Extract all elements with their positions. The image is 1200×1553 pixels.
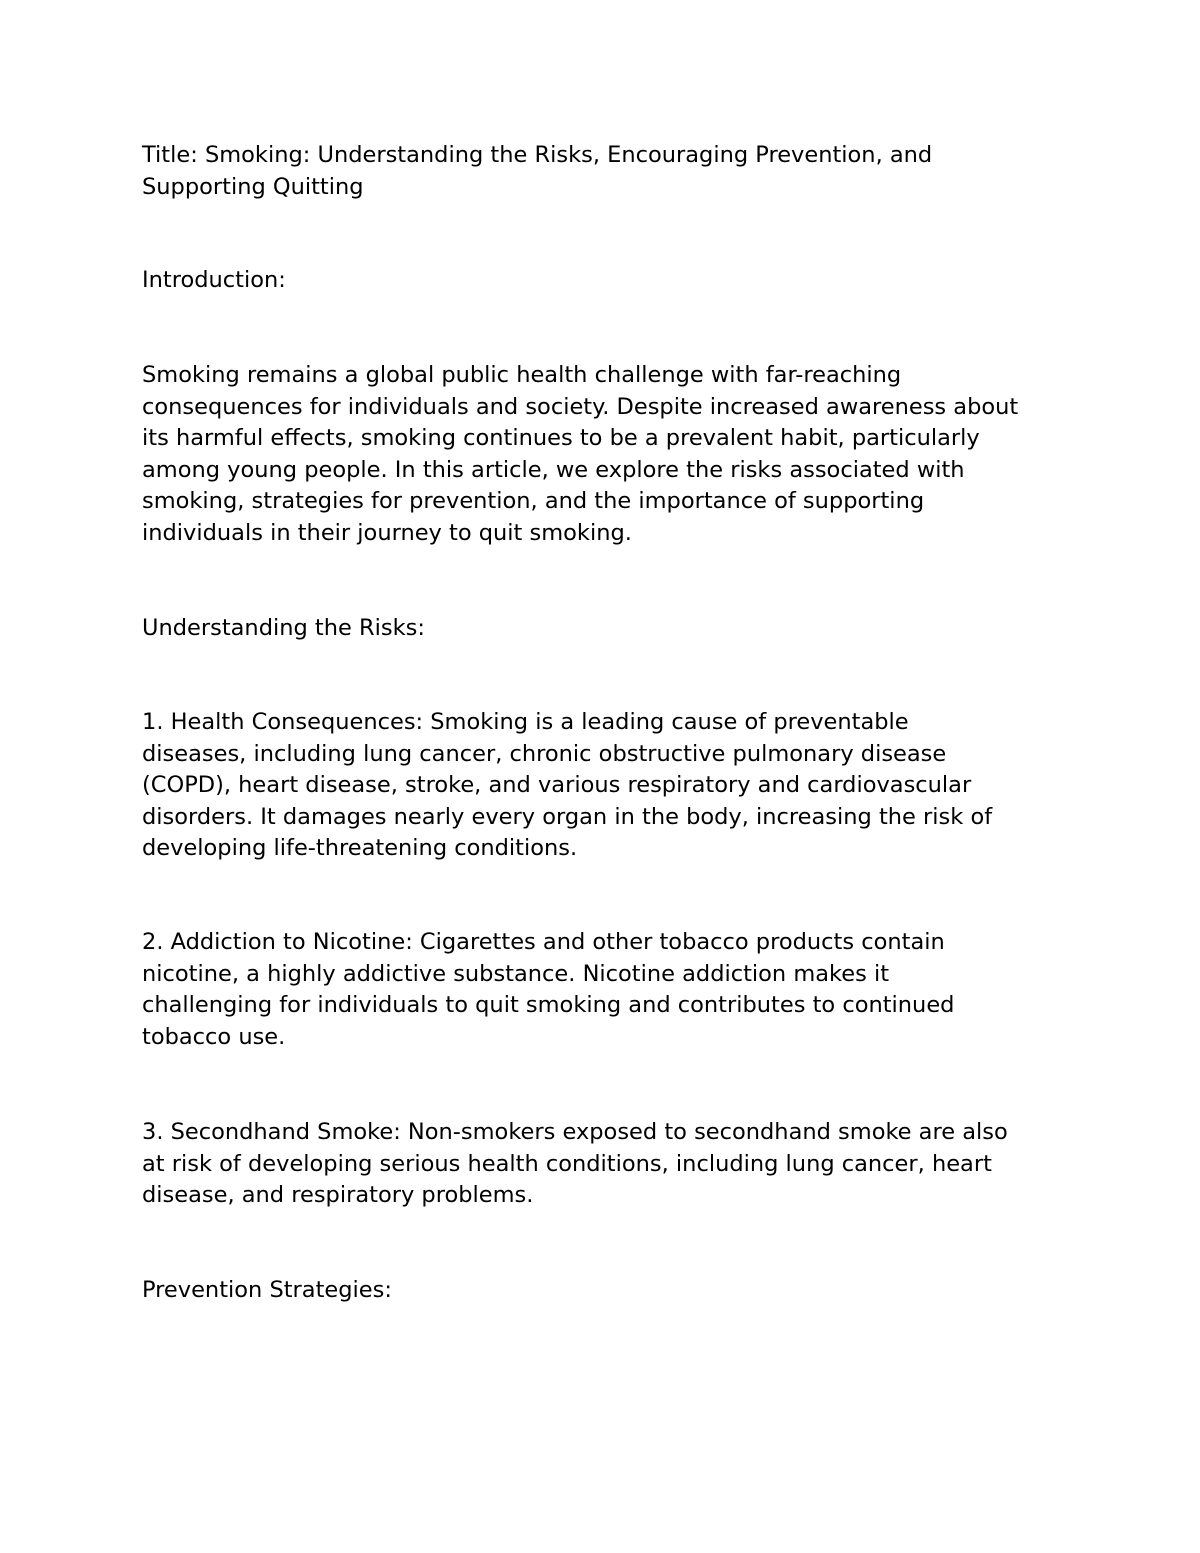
- prevention-heading: Prevention Strategies:: [142, 1277, 392, 1303]
- document-title: Title: Smoking: Understanding the Risks, Encouraging Prevention, and Supporting Quitting: [142, 142, 933, 200]
- risks-heading: Understanding the Risks:: [142, 615, 425, 641]
- introduction-heading: Introduction:: [142, 267, 286, 293]
- risk-item-secondhand-smoke: 3. Secondhand Smoke: Non-smokers exposed to secondhand smoke are also at risk of developing serious health conditions, including lung cancer, heart disease, and respiratory problems.: [142, 1119, 1008, 1209]
- risk-item-health-consequences: 1. Health Consequences: Smoking is a leading cause of preventable diseases, including lung cancer, chronic obstructive pulmonary disease (COPD), heart disease, stroke, and various respiratory and cardiovascular disorders. It damages nearly every organ in the body, increasing the risk of developing life-threatening conditions.: [142, 709, 993, 862]
- introduction-paragraph: Smoking remains a global public health challenge with far-reaching consequences for individuals and society. Despite increased awareness about its harmful effects, smoking continues to be a prevalent habit, particularly among young people. In this article, we explore the risks associated with smoking, strategies for prevention, and the importance of supporting individuals in their journey to quit smoking.: [142, 362, 1019, 546]
- risk-item-nicotine-addiction: 2. Addiction to Nicotine: Cigarettes and other tobacco products contain nicotine, a highly addictive substance. Nicotine addiction makes it challenging for individuals to quit smoking and contributes to continued tobacco use.: [142, 929, 955, 1050]
